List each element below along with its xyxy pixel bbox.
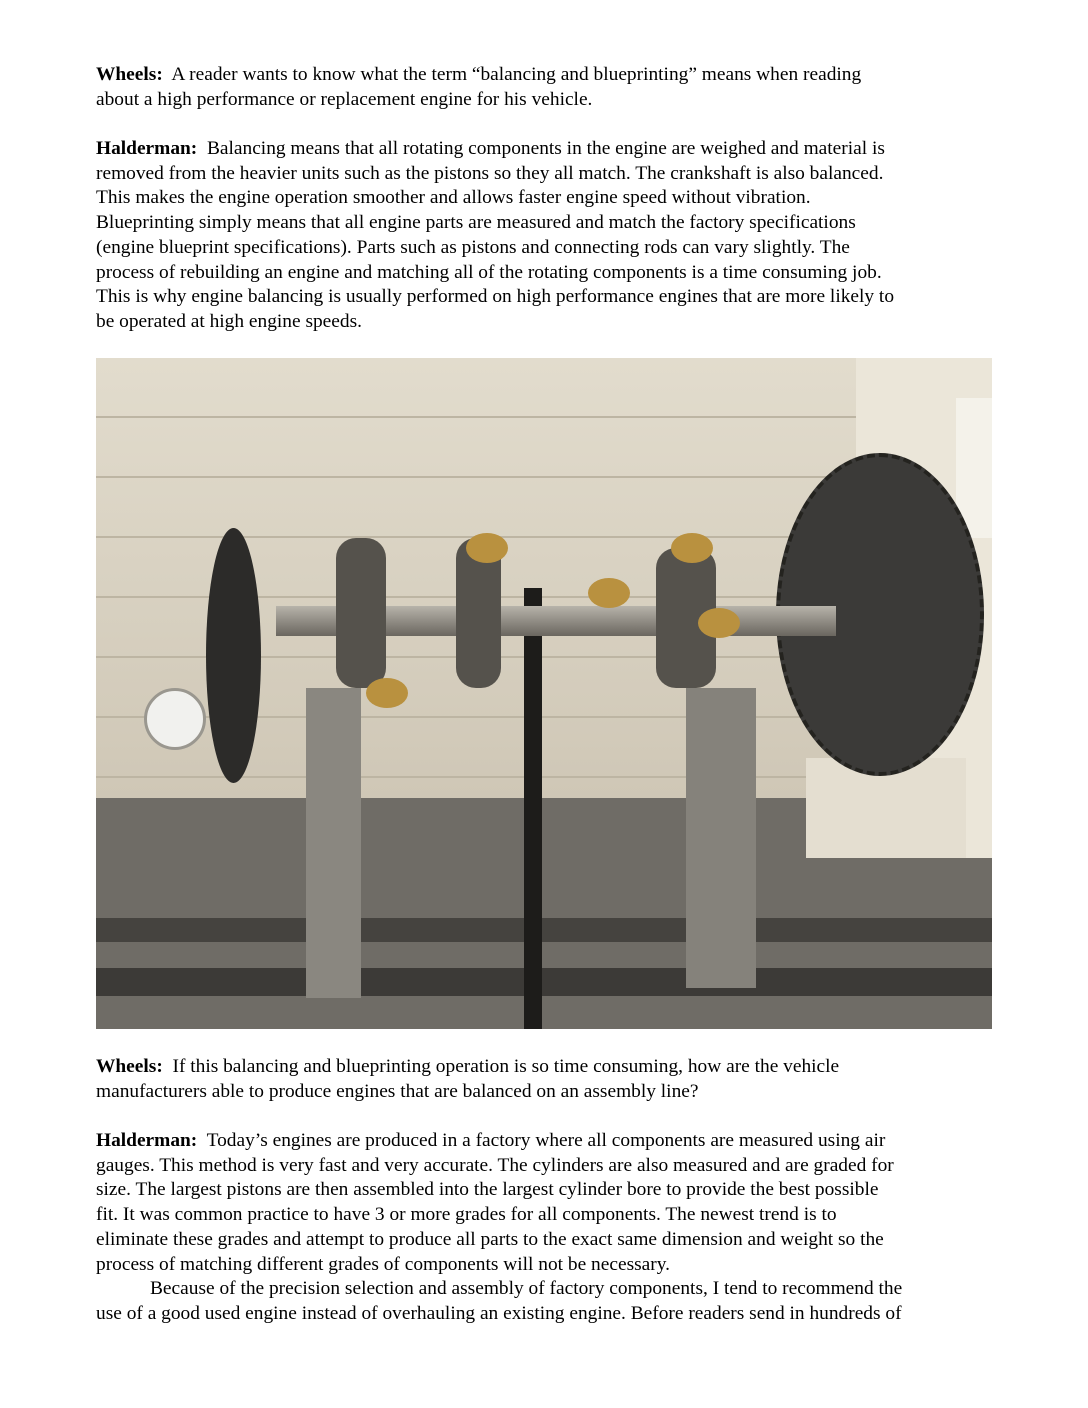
- text: Balancing means that all rotating components in the engine are weighed and material is: [206, 138, 885, 160]
- question-line: manufacturers able to produce engines that are balanced on an assembly line?: [96, 1080, 699, 1102]
- text: Today’s engines are produced in a factory where all components are measured using air: [206, 1130, 886, 1152]
- answer-line: (engine blueprint specifications). Parts such as pistons and connecting rods can vary slightly. The: [96, 236, 850, 258]
- bob-weight: [588, 578, 630, 608]
- answer-line: gauges. This method is very fast and very accurate. The cylinders are also measured and are graded for: [96, 1154, 894, 1176]
- answer-line: removed from the heavier units such as the pistons so they all match. The crankshaft is also balanced.: [96, 162, 884, 184]
- dial-gauge: [144, 688, 206, 750]
- answer-line: Because of the precision selection and assembly of factory components, I tend to recommend the: [150, 1278, 903, 1300]
- answer-line: size. The largest pistons are then assembled into the largest cylinder bore to provide the best possible: [96, 1179, 879, 1201]
- speaker-label: Halderman:: [96, 1130, 198, 1152]
- pulley: [206, 528, 261, 783]
- rail: [96, 968, 992, 996]
- answer-line: fit. It was common practice to have 3 or more grades for all components. The newest trend is to: [96, 1204, 837, 1226]
- qa2-section: [96, 1055, 996, 1327]
- rail: [96, 918, 992, 942]
- answer-line: eliminate these grades and attempt to produce all parts to the exact same dimension and weight so the: [96, 1228, 884, 1250]
- bob-weight: [466, 533, 508, 563]
- left-stand: [306, 688, 361, 998]
- answer-line: This is why engine balancing is usually performed on high performance engines that are more likely to: [96, 286, 895, 308]
- answer-line: Blueprinting simply means that all engine parts are measured and match the factory specifications: [96, 212, 856, 234]
- qa1-section: [96, 63, 996, 335]
- crank-throw: [336, 538, 386, 688]
- speaker-label: Wheels:: [96, 64, 163, 85]
- question-line: [96, 1055, 996, 1080]
- text: A reader wants to know what the term “balancing and blueprinting” means when reading: [171, 64, 862, 85]
- answer-line: use of a good used engine instead of overhauling an existing engine. Before readers send in hundreds of: [96, 1302, 902, 1324]
- answer-line: [96, 137, 996, 162]
- bob-weight: [671, 533, 713, 563]
- answer-line: be operated at high engine speeds.: [96, 310, 362, 332]
- bob-weight: [366, 678, 408, 708]
- answer-line: process of matching different grades of components will not be necessary.: [96, 1253, 671, 1275]
- speaker-label: Wheels:: [96, 1056, 163, 1077]
- answer-line: [96, 1129, 996, 1154]
- bob-weight: [698, 608, 740, 638]
- answer-line: This makes the engine operation smoother and allows faster engine speed without vibration.: [96, 187, 811, 209]
- drive-belt: [524, 588, 542, 1029]
- right-stand: [686, 688, 756, 988]
- question-line: [96, 63, 996, 88]
- question-line: about a high performance or replacement engine for his vehicle.: [96, 88, 593, 110]
- crankshaft-balancer-photo: [96, 358, 992, 1029]
- answer-line: process of rebuilding an engine and matching all of the rotating components is a time consuming job.: [96, 261, 882, 283]
- speaker-label: Halderman:: [96, 138, 198, 160]
- text: If this balancing and blueprinting operation is so time consuming, how are the vehicle: [172, 1056, 840, 1077]
